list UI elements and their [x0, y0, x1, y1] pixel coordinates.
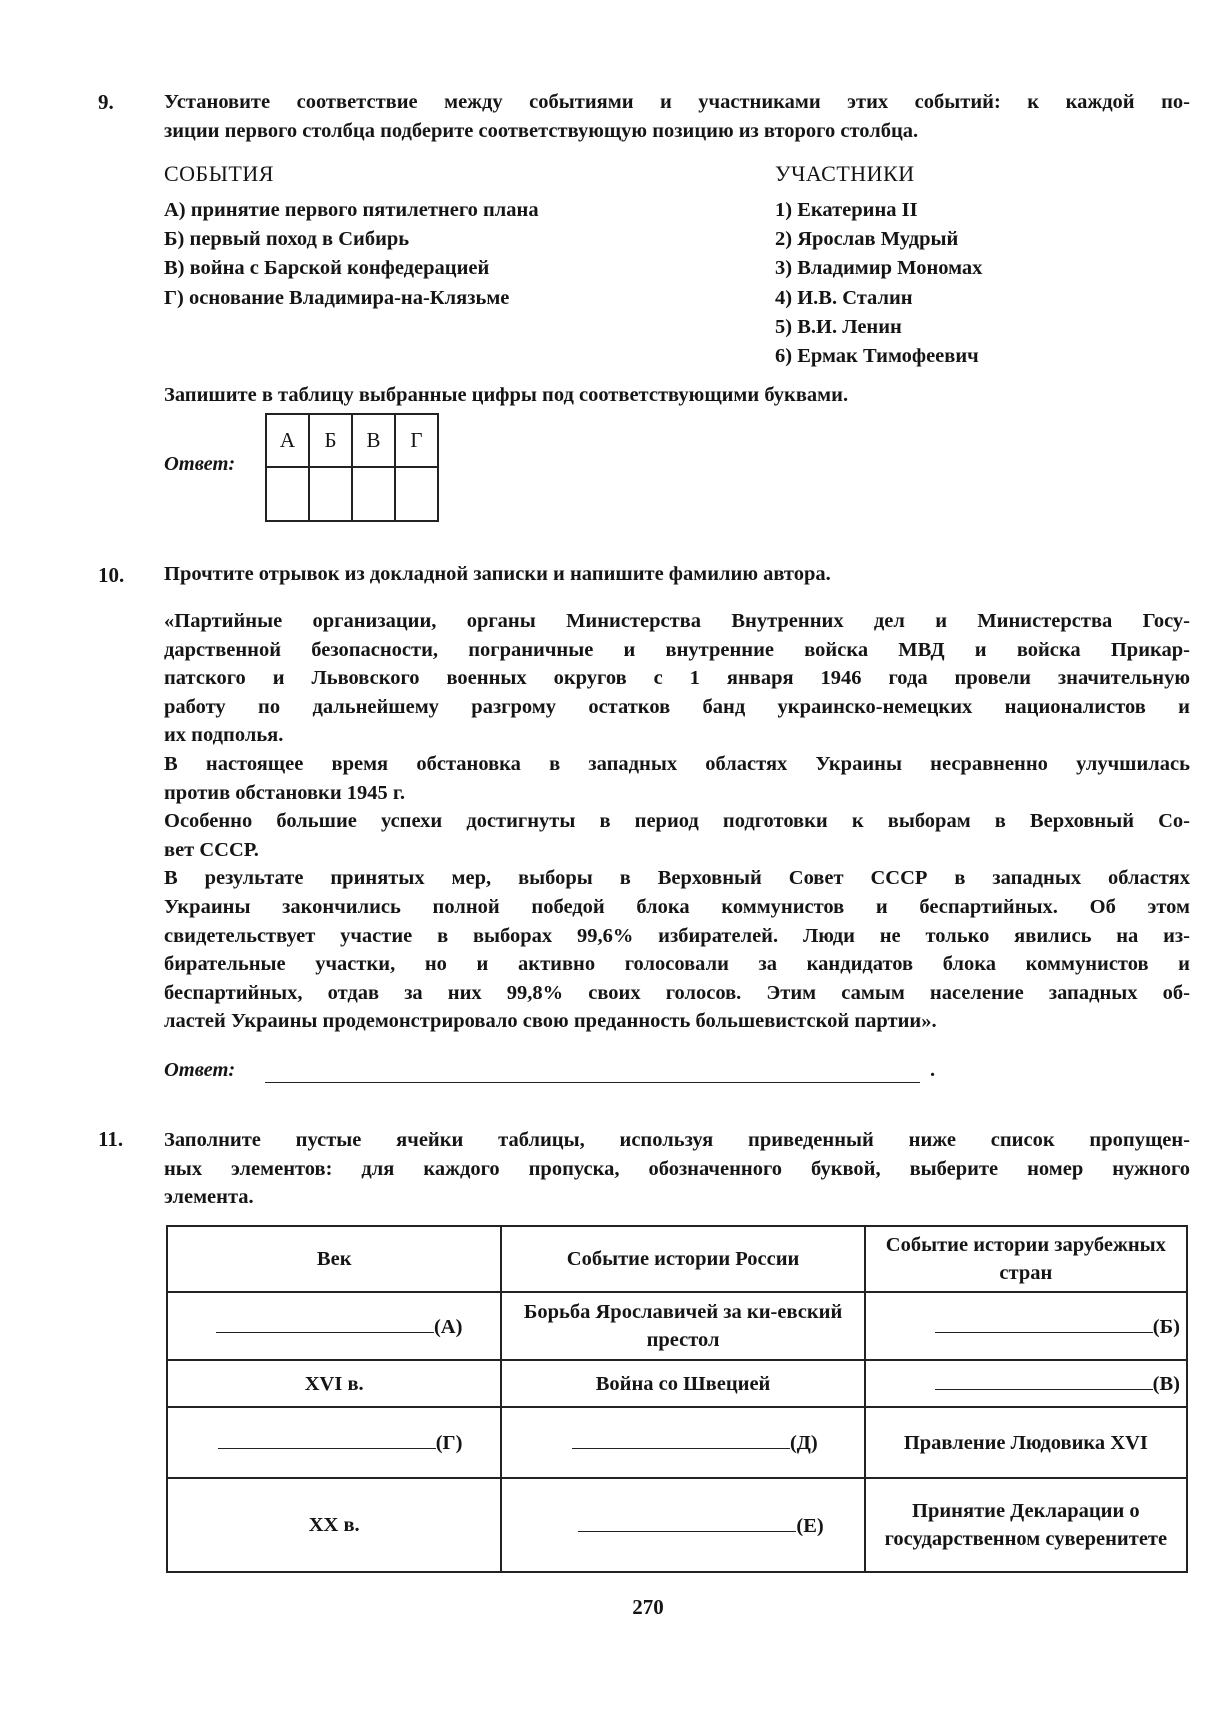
- header-russia-event: Событие истории России: [501, 1226, 864, 1292]
- text-line: В настоящее время обстановка в западных областях Украины несравненно улучшилась: [164, 752, 1190, 775]
- blank-label: (Е): [796, 1514, 824, 1537]
- event-item: А) принятие первого пятилетнего плана: [164, 199, 539, 221]
- answer-cell[interactable]: [395, 467, 438, 521]
- answer-letter: Б: [309, 414, 352, 467]
- quote: [164, 607, 1190, 1036]
- cell: Борьба Ярославичей за ки-евский престол: [501, 1292, 864, 1360]
- text-line: дарственной безопасности, пограничные и внутренние войска МВД и войска Прикар-: [164, 638, 1190, 661]
- answer-cell[interactable]: [352, 467, 395, 521]
- participant-item: 5) В.И. Ленин: [775, 315, 902, 338]
- text-line: вет СССР.: [164, 838, 259, 861]
- text-line: против обстановки 1945 г.: [164, 781, 406, 804]
- event-item: В) война с Барской конфедерацией: [164, 257, 490, 280]
- blank-cell-g[interactable]: [167, 1407, 501, 1478]
- answer-cell[interactable]: [266, 467, 309, 521]
- participant-item: 4) И.В. Сталин: [775, 286, 913, 309]
- participant-item: 6) Ермак Тимофеевич: [775, 345, 979, 367]
- text-line: ных элементов: для каждого пропуска, обозначенного буквой, выберите номер нужного: [164, 1157, 1190, 1180]
- blank-cell-v[interactable]: [865, 1360, 1187, 1407]
- answer-end: .: [930, 1059, 936, 1081]
- text-line: патского и Львовского военных округов с 1 января 1946 года провели значительную: [164, 667, 1190, 690]
- text-line: В результате принятых мер, выборы в Верховный Совет СССР в западных областях: [164, 867, 1190, 890]
- blank-cell-a[interactable]: [167, 1292, 501, 1360]
- question-11-prompt: [164, 1126, 1190, 1212]
- answer-letter: А: [266, 414, 309, 467]
- text-line: Украины закончились полной победой блока коммунистов и беспартийных. Об этом: [164, 895, 1190, 918]
- text-line: Заполните пустые ячейки таблицы, используя приведенный ниже список пропущен-: [164, 1129, 1190, 1151]
- answer-label-10: Ответ:: [164, 1059, 236, 1081]
- participant-item: 3) Владимир Мономах: [775, 257, 983, 280]
- text-line: Установите соответствие между событиями и участниками этих событий: к каждой по-: [164, 91, 1190, 113]
- text-line: свидетельствует участие в выборах 99,6% избирателей. Люди не только явились на из-: [164, 924, 1190, 947]
- cell: Война со Швецией: [501, 1360, 864, 1407]
- question-number-11: 11.: [98, 1127, 124, 1151]
- answer-label-9: Ответ:: [164, 453, 236, 475]
- instruction: Запишите в таблицу выбранные цифры под соответствующими буквами.: [164, 384, 849, 406]
- text-line: их подполья.: [164, 724, 284, 747]
- question-number-9: 9.: [98, 90, 114, 114]
- participant-item: 2) Ярослав Мудрый: [775, 228, 959, 251]
- answer-letter: В: [352, 414, 395, 467]
- participant-item: 1) Екатерина II: [775, 199, 918, 221]
- blank-cell-d[interactable]: [501, 1407, 864, 1478]
- cell: Принятие Декларации о государственном суверенитете: [865, 1478, 1187, 1572]
- cell: XX в.: [167, 1478, 501, 1572]
- question-9-prompt: [164, 88, 1190, 145]
- answer-line-10[interactable]: [265, 1082, 920, 1083]
- question-10-prompt: Прочтите отрывок из докладной записки и напишите фамилию автора.: [164, 563, 831, 585]
- blank-label: (Б): [1152, 1315, 1180, 1338]
- event-item: Б) первый поход в Сибирь: [164, 228, 410, 251]
- participants-header: УЧАСТНИКИ: [775, 161, 915, 186]
- answer-letter: Г: [395, 414, 438, 467]
- blank-label: (Д): [789, 1432, 818, 1454]
- text-line: работу по дальнейшему разгрому остатков банд украинско-немецких националистов и: [164, 695, 1190, 718]
- question-number-10: 10.: [98, 563, 125, 587]
- events-header: СОБЫТИЯ: [164, 161, 274, 186]
- blank-label: (А): [433, 1315, 463, 1338]
- answer-cell[interactable]: [309, 467, 352, 521]
- blank-cell-e[interactable]: [501, 1478, 864, 1572]
- text-line: зиции первого столбца подберите соответствующую позицию из второго столбца.: [164, 119, 919, 142]
- text-line: элемента.: [164, 1186, 254, 1209]
- blank-cell-b[interactable]: [865, 1292, 1187, 1360]
- text-line: «Партийные организации, органы Министерства Внутренних дел и Министерства Госу-: [164, 610, 1190, 632]
- blank-label: (В): [1152, 1373, 1180, 1395]
- cell: Правление Людовика XVI: [865, 1407, 1187, 1478]
- page-number: 270: [632, 1595, 664, 1619]
- history-table: [166, 1225, 1188, 1573]
- text-line: бирательные участки, но и активно голосовали за кандидатов блока коммунистов и: [164, 953, 1190, 976]
- header-foreign-event: Событие истории зарубежных стран: [865, 1226, 1187, 1292]
- answer-table-9: [265, 413, 439, 522]
- text-line: беспартийных, отдав за них 99,8% своих голосов. Этим самым население западных об-: [164, 981, 1190, 1004]
- event-item: Г) основание Владимира-на-Клязьме: [164, 286, 510, 309]
- text-line: Особенно большие успехи достигнуты в период подготовки к выборам в Верховный Со-: [164, 810, 1190, 833]
- text-line: ластей Украины продемонстрировало свою преданность большевистской партии».: [164, 1010, 937, 1033]
- header-century: Век: [167, 1226, 501, 1292]
- cell: XVI в.: [167, 1360, 501, 1407]
- blank-label: (Г): [435, 1432, 463, 1454]
